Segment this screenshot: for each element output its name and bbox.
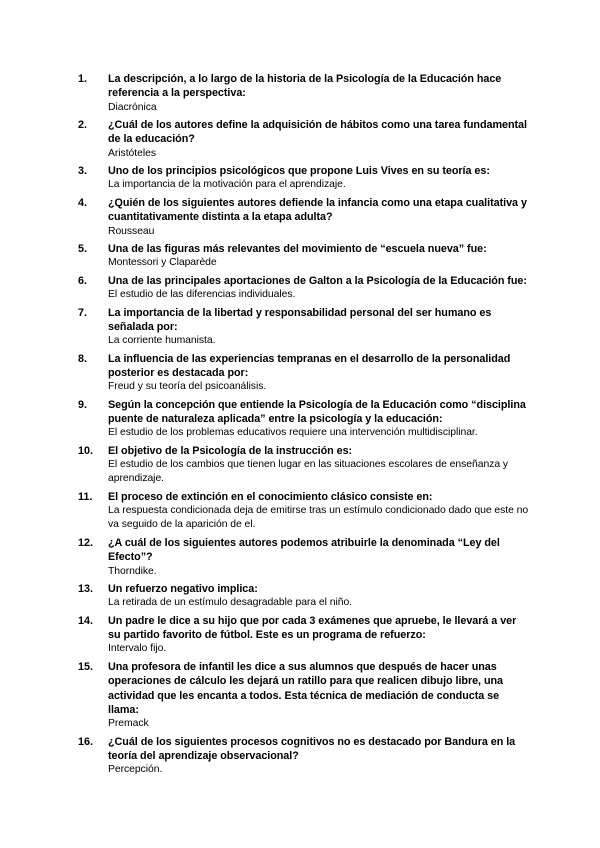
list-item — [78, 582, 530, 611]
list-item — [78, 306, 530, 349]
list-item — [78, 196, 530, 239]
item-number: 16. — [78, 735, 94, 748]
question-text: Un padre le dice a su hijo que por cada 3 exámenes que apruebe, le llevará a ver su partido favorito de fútbol. Este es un programa de refuerzo: — [108, 614, 517, 642]
answer-text: Freud y su teoría del psicoanálisis. — [108, 381, 267, 393]
question-text: Una de las principales aportaciones de Galton a la Psicología de la Educación fue: — [108, 274, 527, 287]
list-item — [78, 164, 530, 193]
item-number: 12. — [78, 536, 94, 549]
question-text: Un refuerzo negativo implica: — [108, 583, 258, 596]
item-number: 9. — [78, 398, 88, 411]
answer-text: La retirada de un estímulo desagradable para el niño. — [108, 597, 353, 609]
answer-text: Percepción. — [108, 764, 163, 776]
item-number: 3. — [78, 165, 88, 178]
item-number: 5. — [78, 243, 88, 256]
question-text: ¿A cuál de los siguientes autores podemos atribuirle la denominada “Ley del Efecto”? — [108, 536, 500, 564]
question-text: Según la concepción que entiende la Psicología de la Educación como “disciplina puente de naturaleza aplicada” entre la psicología y la educación: — [108, 398, 526, 426]
answer-text: Aristóteles — [108, 147, 156, 159]
list-item — [78, 536, 530, 579]
question-text: ¿Quién de los siguientes autores defiende la infancia como una etapa cualitativa y cuantitativamente distinta a la etapa adulta? — [108, 196, 527, 224]
question-list — [78, 72, 530, 781]
list-item — [78, 352, 530, 395]
answer-text: El estudio de los problemas educativos requiere una intervención multidisciplinar. — [108, 427, 478, 439]
list-item — [78, 242, 530, 271]
item-number: 15. — [78, 660, 94, 673]
question-text: Una profesora de infantil les dice a sus alumnos que después de hacer unas operaciones de cálculo les dejará un ratillo para que realicen dibujo libre, una actividad que les encanta a todos. Esta técnica de mediación de conducta se llama: — [108, 660, 504, 716]
item-number: 7. — [78, 306, 88, 319]
answer-text: Rousseau — [108, 225, 155, 237]
answer-text: La respuesta condicionada deja de emitirse tras un estímulo condicionado dado que este no va seguido de la aparición de el. — [108, 505, 529, 531]
answer-text: Diacrónica — [108, 101, 157, 113]
answer-text: Thorndike. — [108, 565, 157, 577]
item-number: 10. — [78, 444, 94, 457]
question-text: El proceso de extinción en el conocimiento clásico consiste en: — [108, 490, 433, 503]
question-text: La descripción, a lo largo de la historia de la Psicología de la Educación hace referencia a la perspectiva: — [108, 73, 502, 100]
list-item — [78, 118, 530, 161]
answer-text: El estudio de las diferencias individuales. — [108, 289, 296, 301]
question-text: ¿Cuál de los autores define la adquisición de hábitos como una tarea fundamental de la educación? — [108, 119, 527, 146]
question-text: ¿Cuál de los siguientes procesos cognitivos no es destacado por Bandura en la teoría del aprendizaje observacional? — [108, 735, 516, 762]
question-text: Una de las figuras más relevantes del movimiento de “escuela nueva” fue: — [108, 243, 487, 256]
item-number: 14. — [78, 614, 94, 627]
list-item — [78, 614, 530, 657]
item-number: 1. — [78, 73, 88, 85]
item-number: 6. — [78, 274, 88, 287]
item-number: 8. — [78, 352, 88, 365]
answer-text: Intervalo fijo. — [108, 643, 167, 655]
item-number: 4. — [78, 196, 88, 209]
list-item — [78, 490, 530, 533]
question-text: La influencia de las experiencias tempranas en el desarrollo de la personalidad posterior es destacada por: — [108, 352, 511, 379]
list-item — [78, 444, 530, 487]
list-item — [78, 398, 530, 441]
list-item — [78, 72, 530, 115]
answer-text: El estudio de los cambios que tienen lugar en las situaciones escolares de enseñanza y aprendizaje. — [108, 459, 509, 485]
item-number: 13. — [78, 583, 94, 596]
question-text: La importancia de la libertad y responsabilidad personal del ser humano es señalada por: — [108, 306, 492, 333]
list-item — [78, 660, 530, 731]
list-item — [78, 735, 530, 778]
answer-text: Premack — [108, 718, 149, 730]
answer-text: Montessori y Claparède — [108, 257, 217, 269]
item-number: 11. — [78, 490, 93, 503]
question-text: Uno de los principios psicológicos que propone Luis Vives en su teoría es: — [108, 165, 490, 178]
item-number: 2. — [78, 119, 88, 132]
question-text: El objetivo de la Psicología de la instrucción es: — [108, 444, 353, 457]
answer-text: La corriente humanista. — [108, 335, 216, 347]
answer-text: La importancia de la motivación para el aprendizaje. — [108, 179, 346, 191]
list-item — [78, 274, 530, 303]
